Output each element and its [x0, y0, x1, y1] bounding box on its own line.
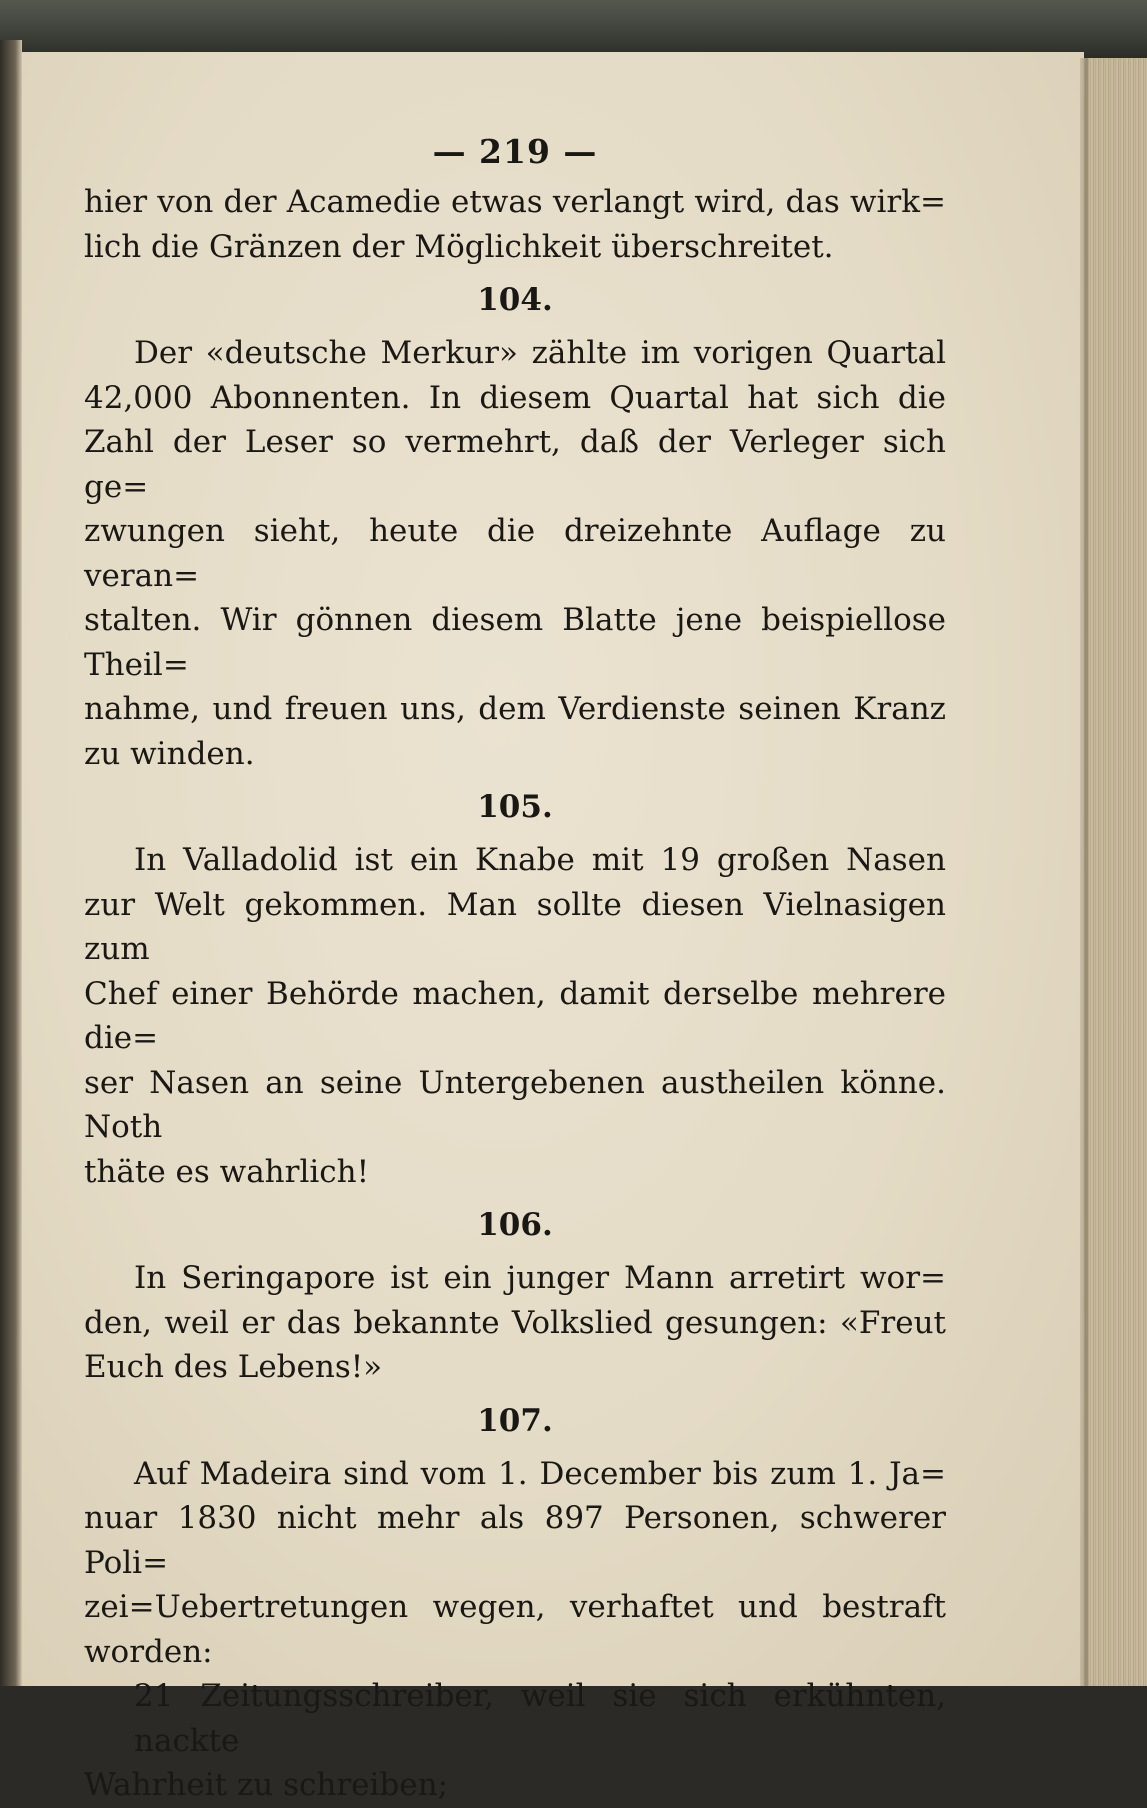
text-line: lich die Gränzen der Möglichkeit überschreitet. [84, 228, 834, 265]
text-line: zur Welt gekommen. Man sollte diesen Vielnasigen zum [84, 886, 946, 967]
section-number-107: 107. [477, 1402, 553, 1439]
text-line: nuar 1830 nicht mehr als 897 Personen, schwerer Poli= [84, 1500, 946, 1581]
text-line: 42,000 Abonnenten. In diesem Quartal hat sich die [84, 379, 946, 416]
section-number-105: 105. [477, 789, 553, 825]
text-line: den, weil er das bekannte Volkslied gesungen: «Freut [84, 1304, 946, 1341]
text-line: In Seringapore ist ein junger Mann arretirt wor= [134, 1260, 946, 1296]
text-line: thäte es wahrlich! [84, 1153, 370, 1190]
section-104-paragraph [84, 331, 946, 776]
section-107-paragraph [84, 1452, 946, 1808]
text-line: hier von der Acamedie etwas verlangt wird, das wirk= [84, 184, 946, 220]
section-106-paragraph [84, 1256, 946, 1390]
text-line: stalten. Wir gönnen diesem Blatte jene beispiellose Theil= [84, 602, 946, 683]
text-line: Der «deutsche Merkur» zählte im vorigen Quartal [134, 335, 946, 371]
page-stack-edge [1084, 58, 1147, 1686]
book-spine-edge [0, 40, 22, 1686]
page-stack-shadow [1080, 58, 1088, 1686]
text-line: zei=Uebertretungen wegen, verhaftet und bestraft worden: [84, 1589, 946, 1670]
page-text [84, 124, 946, 1808]
section-105-paragraph [84, 838, 946, 1194]
text-line: zu winden. [84, 735, 255, 772]
section-number-104: 104. [477, 282, 553, 318]
text-line: In Valladolid ist ein Knabe mit 19 großen Nasen [134, 842, 946, 878]
text-line: nahme, und freuen uns, dem Verdienste seinen Kranz [84, 691, 946, 727]
text-line: Euch des Lebens!» [84, 1349, 383, 1385]
intro-paragraph [84, 180, 946, 269]
section-number-106: 106. [477, 1207, 553, 1243]
text-line: Auf Madeira sind vom 1. December bis zum 1. Ja= [134, 1455, 946, 1492]
text-line: 21 Zeitungsschreiber, weil sie sich erkühnten, nackte [134, 1678, 946, 1759]
text-line: zwungen sieht, heute die dreizehnte Auflage zu veran= [84, 513, 946, 594]
text-line: Wahrheit zu schreiben; [84, 1767, 449, 1803]
text-line: Chef einer Behörde machen, damit derselbe mehrere die= [84, 975, 946, 1056]
book-top-edge [0, 0, 1147, 58]
text-line: ser Nasen an seine Untergebenen austheilen könne. Noth [84, 1064, 946, 1145]
text-line: Zahl der Leser so vermehrt, daß der Verleger sich ge= [84, 424, 946, 505]
page-number: — 219 — [432, 132, 598, 171]
